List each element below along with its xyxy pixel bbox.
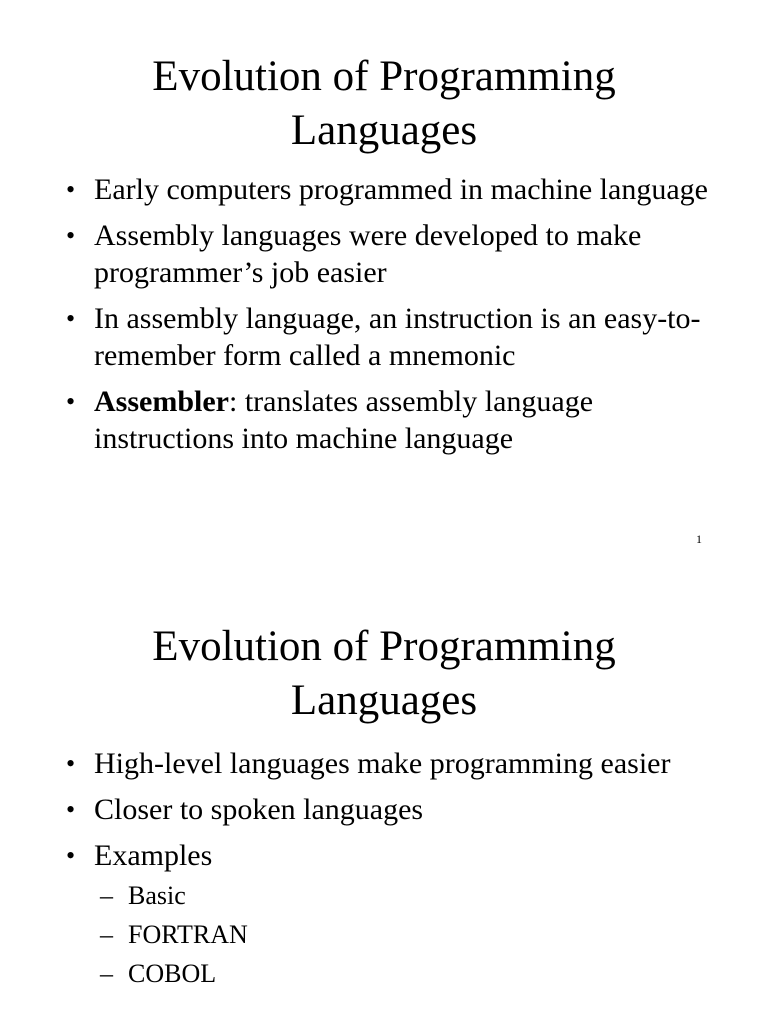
bullet-text: Examples: [94, 839, 213, 872]
slide-1-title-line-2: Languages: [290, 107, 478, 154]
bullet-item: [60, 383, 710, 457]
sub-bullet-text: Basic: [128, 881, 186, 910]
slide-1-bullet-list: [60, 171, 710, 466]
bullet-text: Early computers programmed in machine language: [94, 173, 708, 206]
bullet-icon: •: [66, 749, 76, 778]
slide-2-title-line-1: Evolution of Programming: [152, 623, 616, 670]
bullet-icon: •: [66, 841, 76, 870]
slide-2: [0, 620, 768, 1024]
bullet-term-bold: Assembler: [94, 385, 229, 418]
dash-icon: –: [100, 881, 113, 910]
bullet-icon: •: [66, 175, 76, 204]
slide-2-bullet-list: [60, 745, 710, 1002]
bullet-item: [60, 837, 710, 993]
bullet-item: [60, 217, 710, 291]
examples-sub-list: [94, 876, 710, 993]
sub-bullet-text: COBOL: [128, 959, 217, 988]
sub-bullet-item: [94, 954, 710, 993]
bullet-item: [60, 791, 710, 828]
sub-bullet-item: [94, 915, 710, 954]
slide-number: 1: [696, 532, 702, 546]
bullet-text: Closer to spoken languages: [94, 793, 424, 826]
bullet-text: Assembly languages were developed to make programmer’s job easier: [94, 219, 642, 289]
sub-bullet-text: FORTRAN: [128, 920, 248, 949]
bullet-item: [60, 745, 710, 782]
bullet-icon: •: [66, 795, 76, 824]
slide-1-title-line-1: Evolution of Programming: [152, 53, 616, 100]
sub-bullet-item: [94, 876, 710, 915]
bullet-icon: •: [66, 304, 76, 333]
dash-icon: –: [100, 959, 113, 988]
bullet-text: In assembly language, an instruction is an easy-to-remember form called a mnemonic: [94, 302, 701, 372]
slide-2-title: [0, 620, 768, 728]
dash-icon: –: [100, 920, 113, 949]
bullet-icon: •: [66, 221, 76, 250]
slide-2-title-line-2: Languages: [290, 677, 478, 724]
bullet-item: [60, 300, 710, 374]
bullet-item: [60, 171, 710, 208]
bullet-text: : translates assembly language instructions into machine language: [94, 385, 594, 455]
bullet-text: High-level languages make programming easier: [94, 747, 671, 780]
slide-1-title: [0, 50, 768, 158]
bullet-icon: •: [66, 387, 76, 416]
